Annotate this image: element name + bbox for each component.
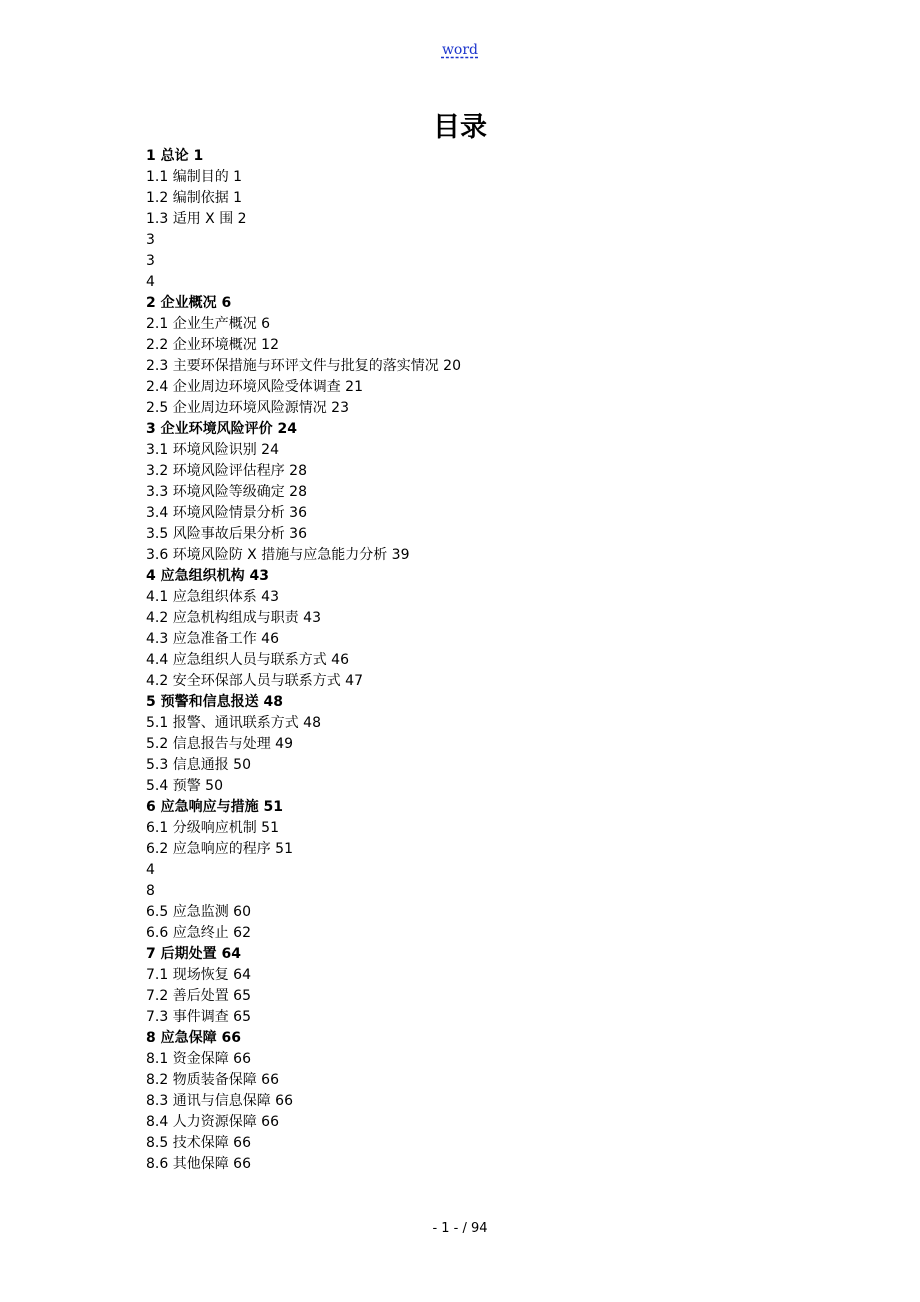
- toc-entry[interactable]: 5.4 预警 50: [146, 778, 223, 794]
- toc-entry[interactable]: 3.4 环境风险情景分析 36: [146, 505, 307, 521]
- toc-chapter-entry[interactable]: 3 企业环境风险评价 24: [146, 421, 297, 437]
- toc-entry[interactable]: 4.4 应急组织人员与联系方式 46: [146, 652, 349, 668]
- toc-entry[interactable]: 8.2 物质装备保障 66: [146, 1072, 279, 1088]
- toc-entry[interactable]: 5.1 报警、通讯联系方式 48: [146, 715, 321, 731]
- toc-entry[interactable]: 8: [146, 883, 155, 899]
- toc-entry[interactable]: 3.6 环境风险防 X 措施与应急能力分析 39: [146, 547, 410, 563]
- toc-entry[interactable]: 4.1 应急组织体系 43: [146, 589, 279, 605]
- toc-entry[interactable]: 8.4 人力资源保障 66: [146, 1114, 279, 1130]
- toc-chapter-entry[interactable]: 1 总论 1: [146, 148, 204, 164]
- toc-entry[interactable]: 4.2 应急机构组成与职责 43: [146, 610, 321, 626]
- toc-entry[interactable]: 3.5 风险事故后果分析 36: [146, 526, 307, 542]
- toc-entry[interactable]: 8.6 其他保障 66: [146, 1156, 251, 1172]
- toc-entry[interactable]: 3.1 环境风险识别 24: [146, 442, 279, 458]
- toc-entry[interactable]: 8.5 技术保障 66: [146, 1135, 251, 1151]
- table-of-contents: [146, 146, 846, 1175]
- toc-entry[interactable]: 6.5 应急监测 60: [146, 904, 251, 920]
- toc-entry[interactable]: 2.3 主要环保措施与环评文件与批复的落实情况 20: [146, 358, 461, 374]
- toc-chapter-entry[interactable]: 6 应急响应与措施 51: [146, 799, 283, 815]
- toc-entry[interactable]: 4: [146, 862, 155, 878]
- toc-entry[interactable]: 4: [146, 274, 155, 290]
- toc-entry[interactable]: 6.1 分级响应机制 51: [146, 820, 279, 836]
- toc-entry[interactable]: 2.5 企业周边环境风险源情况 23: [146, 400, 349, 416]
- toc-chapter-entry[interactable]: 2 企业概况 6: [146, 295, 232, 311]
- toc-entry[interactable]: 8.1 资金保障 66: [146, 1051, 251, 1067]
- toc-entry[interactable]: 7.3 事件调查 65: [146, 1009, 251, 1025]
- toc-entry[interactable]: 4.3 应急准备工作 46: [146, 631, 279, 647]
- toc-entry[interactable]: 7.2 善后处置 65: [146, 988, 251, 1004]
- toc-chapter-entry[interactable]: 7 后期处置 64: [146, 946, 241, 962]
- toc-entry[interactable]: 3: [146, 232, 155, 248]
- toc-entry[interactable]: 1.1 编制目的 1: [146, 169, 243, 185]
- toc-entry[interactable]: 5.2 信息报告与处理 49: [146, 736, 293, 752]
- toc-chapter-entry[interactable]: 8 应急保障 66: [146, 1030, 241, 1046]
- page-title: 目录: [433, 112, 487, 143]
- toc-entry[interactable]: 3.3 环境风险等级确定 28: [146, 484, 307, 500]
- page-number: - 1 - / 94: [432, 1221, 488, 1236]
- toc-entry[interactable]: 1.3 适用 X 围 2: [146, 211, 247, 227]
- toc-entry[interactable]: 4.2 安全环保部人员与联系方式 47: [146, 673, 363, 689]
- toc-chapter-entry[interactable]: 5 预警和信息报送 48: [146, 694, 283, 710]
- toc-entry[interactable]: 6.2 应急响应的程序 51: [146, 841, 293, 857]
- toc-entry[interactable]: 7.1 现场恢复 64: [146, 967, 251, 983]
- toc-entry[interactable]: 1.2 编制依据 1: [146, 190, 243, 206]
- header-word-link-container: [0, 42, 920, 58]
- toc-entry[interactable]: 3: [146, 253, 155, 269]
- toc-entry[interactable]: 2.4 企业周边环境风险受体调查 21: [146, 379, 363, 395]
- toc-entry[interactable]: 5.3 信息通报 50: [146, 757, 251, 773]
- toc-entry[interactable]: 6.6 应急终止 62: [146, 925, 251, 941]
- header-word-link[interactable]: word: [441, 42, 479, 58]
- toc-entry[interactable]: 2.2 企业环境概况 12: [146, 337, 279, 353]
- toc-entry[interactable]: 2.1 企业生产概况 6: [146, 316, 271, 332]
- toc-entry[interactable]: 3.2 环境风险评估程序 28: [146, 463, 307, 479]
- toc-entry[interactable]: 8.3 通讯与信息保障 66: [146, 1093, 293, 1109]
- toc-chapter-entry[interactable]: 4 应急组织机构 43: [146, 568, 269, 584]
